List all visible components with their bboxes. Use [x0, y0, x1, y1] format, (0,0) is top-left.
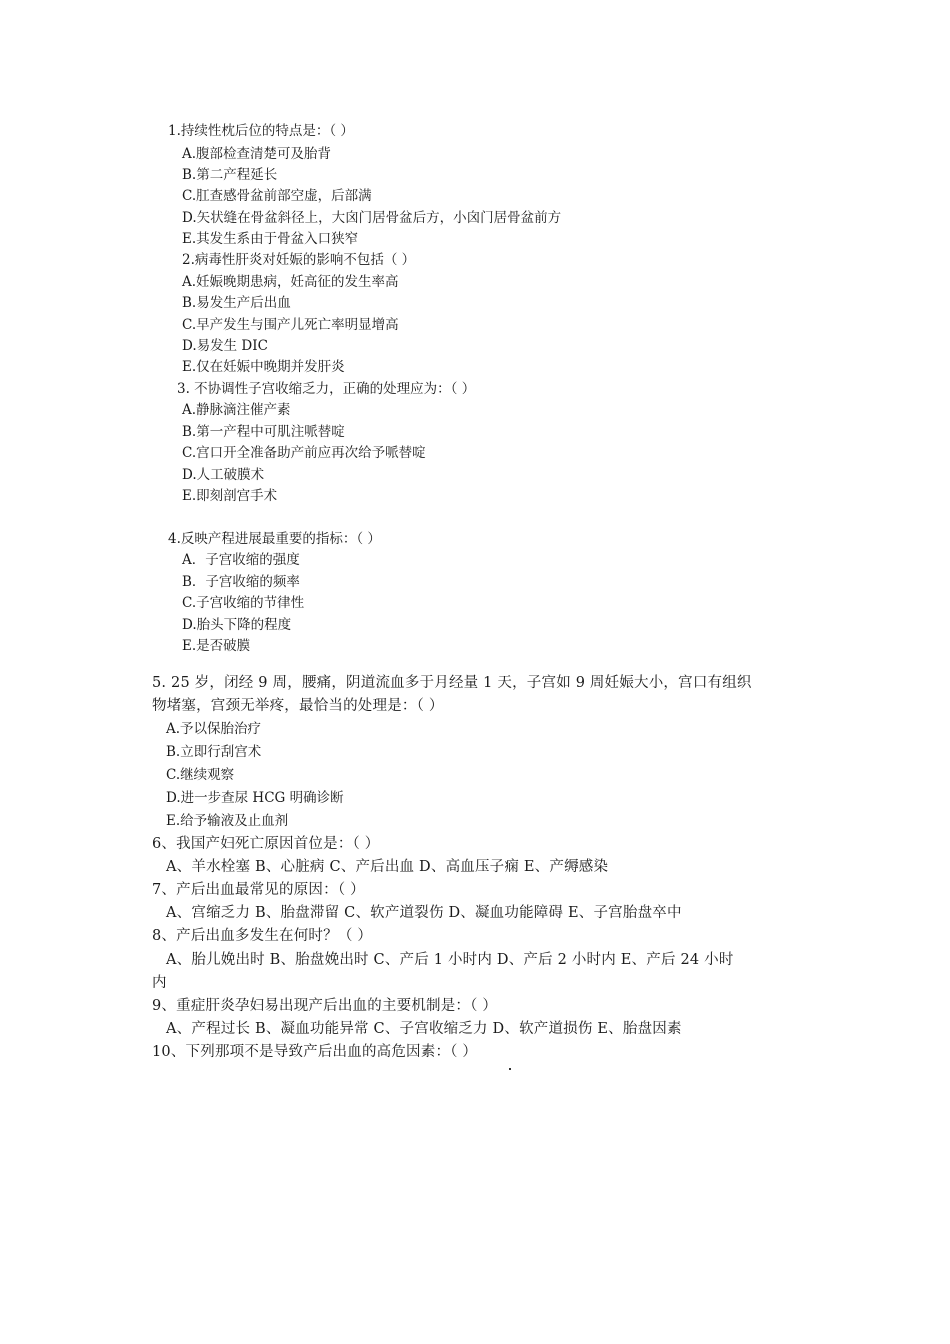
q4-stem: 4.反映产程进展最重要的指标：（ ） — [168, 531, 381, 547]
q9-options: A、产程过长 B、凝血功能异常 C、子宫收缩乏力 D、软产道损伤 E、胎盘因素 — [166, 1021, 682, 1037]
q2-option-b: B.易发生产后出血 — [182, 295, 291, 311]
q4-option-b: B．子宫收缩的频率 — [182, 574, 300, 590]
q2-option-e: E.仅在妊娠中晚期并发肝炎 — [182, 359, 345, 375]
q1-option-d: D.矢状缝在骨盆斜径上，大囟门居骨盆后方，小囟门居骨盆前方 — [182, 210, 562, 226]
q4-option-c: C.子宫收缩的节律性 — [182, 595, 305, 611]
q1-stem: 1.持续性枕后位的特点是：（ ） — [168, 123, 354, 139]
q3-option-b: B.第一产程中可肌注哌替啶 — [182, 424, 345, 440]
q5-option-b: B.立即行刮宫术 — [166, 744, 262, 760]
q5-stem-line1: 5. 25 岁，闭经 9 周，腰痛，阴道流血多于月经量 1 天，子宫如 9 周妊娠大小，宫口有组织 — [152, 675, 752, 691]
q3-option-e: E.即刻剖宫手术 — [182, 488, 278, 504]
q3-option-a: A.静脉滴注催产素 — [182, 402, 291, 418]
q7-options: A、宫缩乏力 B、胎盘滞留 C、软产道裂伤 D、凝血功能障碍 E、子宫胎盘卒中 — [166, 905, 682, 921]
q5-option-d: D.进一步查尿 HCG 明确诊断 — [166, 790, 344, 806]
q4-option-e: E.是否破膜 — [182, 638, 251, 654]
q2-stem: 2.病毒性肝炎对妊娠的影响不包括（ ） — [182, 252, 416, 268]
q8-options-line1: A、胎儿娩出时 B、胎盘娩出时 C、产后 1 小时内 D、产后 2 小时内 E、产后 24 小时 — [166, 952, 734, 968]
q1-option-b: B.第二产程延长 — [182, 167, 278, 183]
q7-stem: 7、产后出血最常见的原因：（ ） — [152, 882, 365, 898]
q5-option-e: E.给予输液及止血剂 — [166, 813, 289, 829]
q8-stem: 8、产后出血多发生在何时？（ ） — [152, 928, 373, 944]
q6-options: A、羊水栓塞 B、心脏病 C、产后出血 D、高血压子痫 E、产缛感染 — [166, 859, 609, 875]
q5-option-a: A.予以保胎治疗 — [166, 721, 262, 737]
stray-mark — [509, 1068, 511, 1070]
q2-option-a: A.妊娠晚期患病，妊高征的发生率高 — [182, 274, 399, 290]
q3-stem: 3. 不协调性子宫收缩乏力，正确的处理应为：（ ） — [177, 381, 476, 397]
q2-option-c: C.早产发生与围产儿死亡率明显增高 — [182, 317, 399, 333]
q6-stem: 6、我国产妇死亡原因首位是：（ ） — [152, 836, 380, 852]
q5-option-c: C.继续观察 — [166, 767, 235, 783]
q5-stem-line2: 物堵塞，宫颈无举疼，最恰当的处理是：（ ） — [152, 698, 444, 714]
q3-option-d: D.人工破膜术 — [182, 467, 265, 483]
q4-option-d: D.胎头下降的程度 — [182, 617, 292, 633]
q8-options-line2: 内 — [152, 975, 167, 991]
q1-option-c: C.肛查感骨盆前部空虚，后部满 — [182, 188, 372, 204]
q1-option-e: E.其发生系由于骨盆入口狭窄 — [182, 231, 359, 247]
q2-option-d: D.易发生 DIC — [182, 338, 268, 354]
q4-option-a: A．子宫收缩的强度 — [182, 552, 300, 568]
q9-stem: 9、重症肝炎孕妇易出现产后出血的主要机制是：（ ） — [152, 998, 498, 1014]
q10-stem: 10、下列那项不是导致产后出血的高危因素：（ ） — [152, 1044, 478, 1060]
q1-option-a: A.腹部检查清楚可及胎背 — [182, 146, 332, 162]
q3-option-c: C.宫口开全准备助产前应再次给予哌替啶 — [182, 445, 426, 461]
